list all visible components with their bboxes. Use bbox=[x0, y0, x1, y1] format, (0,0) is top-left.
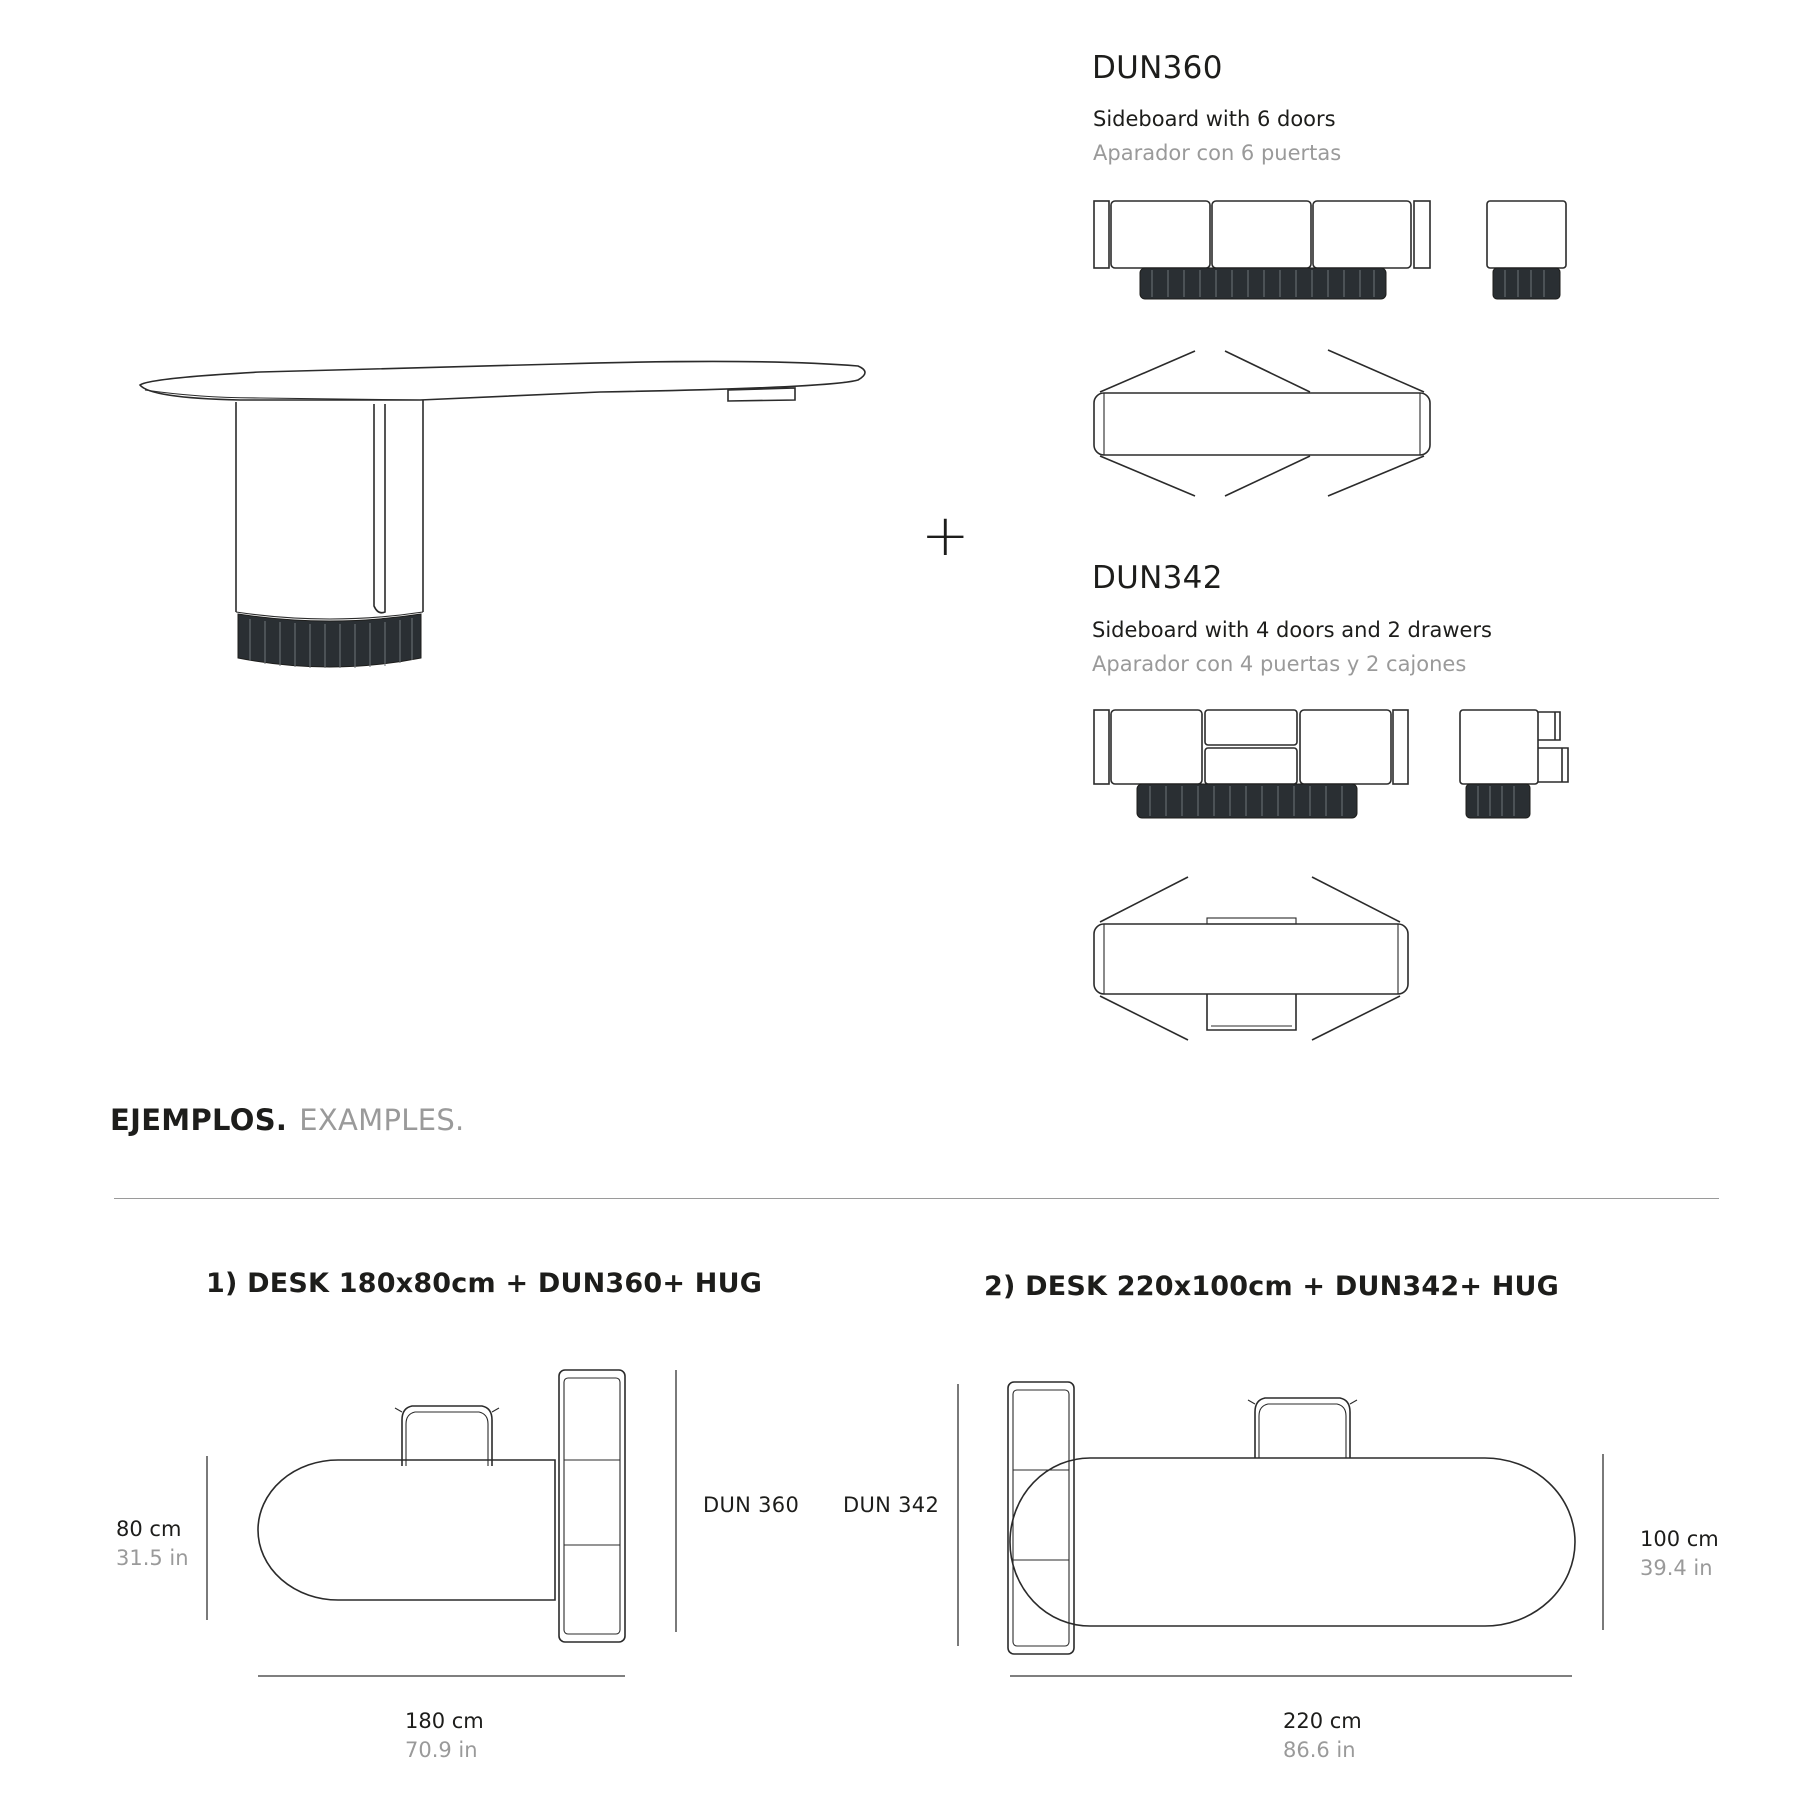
example-2-title: 2) DESK 220x100cm + DUN342+ HUG bbox=[984, 1271, 1560, 1302]
product-name-es-dun360: Aparador con 6 puertas bbox=[1093, 141, 1342, 165]
example-1-depth-cm: 80 cm bbox=[116, 1517, 182, 1541]
dun360-plan-view bbox=[1094, 350, 1430, 496]
dun360-front-view bbox=[1094, 201, 1430, 299]
plus-sign: + bbox=[921, 501, 970, 569]
example-1-sideboard-tag: DUN 360 bbox=[703, 1493, 800, 1517]
section-heading bbox=[110, 1103, 465, 1137]
example-2-width-cm: 220 cm bbox=[1283, 1709, 1362, 1733]
product-code-dun342: DUN342 bbox=[1092, 560, 1223, 596]
example-2-plan-drawing bbox=[958, 1382, 1603, 1676]
example-1-title: 1) DESK 180x80cm + DUN360+ HUG bbox=[206, 1268, 763, 1299]
product-name-en-dun342: Sideboard with 4 doors and 2 drawers bbox=[1092, 618, 1492, 642]
product-name-en-dun360: Sideboard with 6 doors bbox=[1093, 107, 1336, 131]
product-name-es-dun342: Aparador con 4 puertas y 2 cajones bbox=[1092, 652, 1467, 676]
dun342-front-view bbox=[1094, 710, 1408, 818]
example-2-width-in: 86.6 in bbox=[1283, 1738, 1356, 1762]
example-2-depth-cm: 100 cm bbox=[1640, 1527, 1719, 1551]
dun342-side-view bbox=[1460, 710, 1568, 818]
dun342-plan-view bbox=[1094, 877, 1408, 1040]
example-1-plan-drawing bbox=[207, 1370, 676, 1676]
example-2-sideboard-tag: DUN 342 bbox=[843, 1493, 940, 1517]
product-code-dun360: DUN360 bbox=[1092, 50, 1223, 86]
section-divider bbox=[114, 1198, 1719, 1199]
section-title-es: EJEMPLOS. bbox=[110, 1103, 288, 1137]
desk-perspective-drawing bbox=[140, 361, 865, 668]
example-1-width-in: 70.9 in bbox=[405, 1738, 478, 1762]
example-1-depth-in: 31.5 in bbox=[116, 1546, 189, 1570]
example-2-depth-in: 39.4 in bbox=[1640, 1556, 1713, 1580]
example-1-width-cm: 180 cm bbox=[405, 1709, 484, 1733]
section-title-en: EXAMPLES. bbox=[299, 1103, 465, 1137]
dun360-side-view bbox=[1487, 201, 1566, 299]
